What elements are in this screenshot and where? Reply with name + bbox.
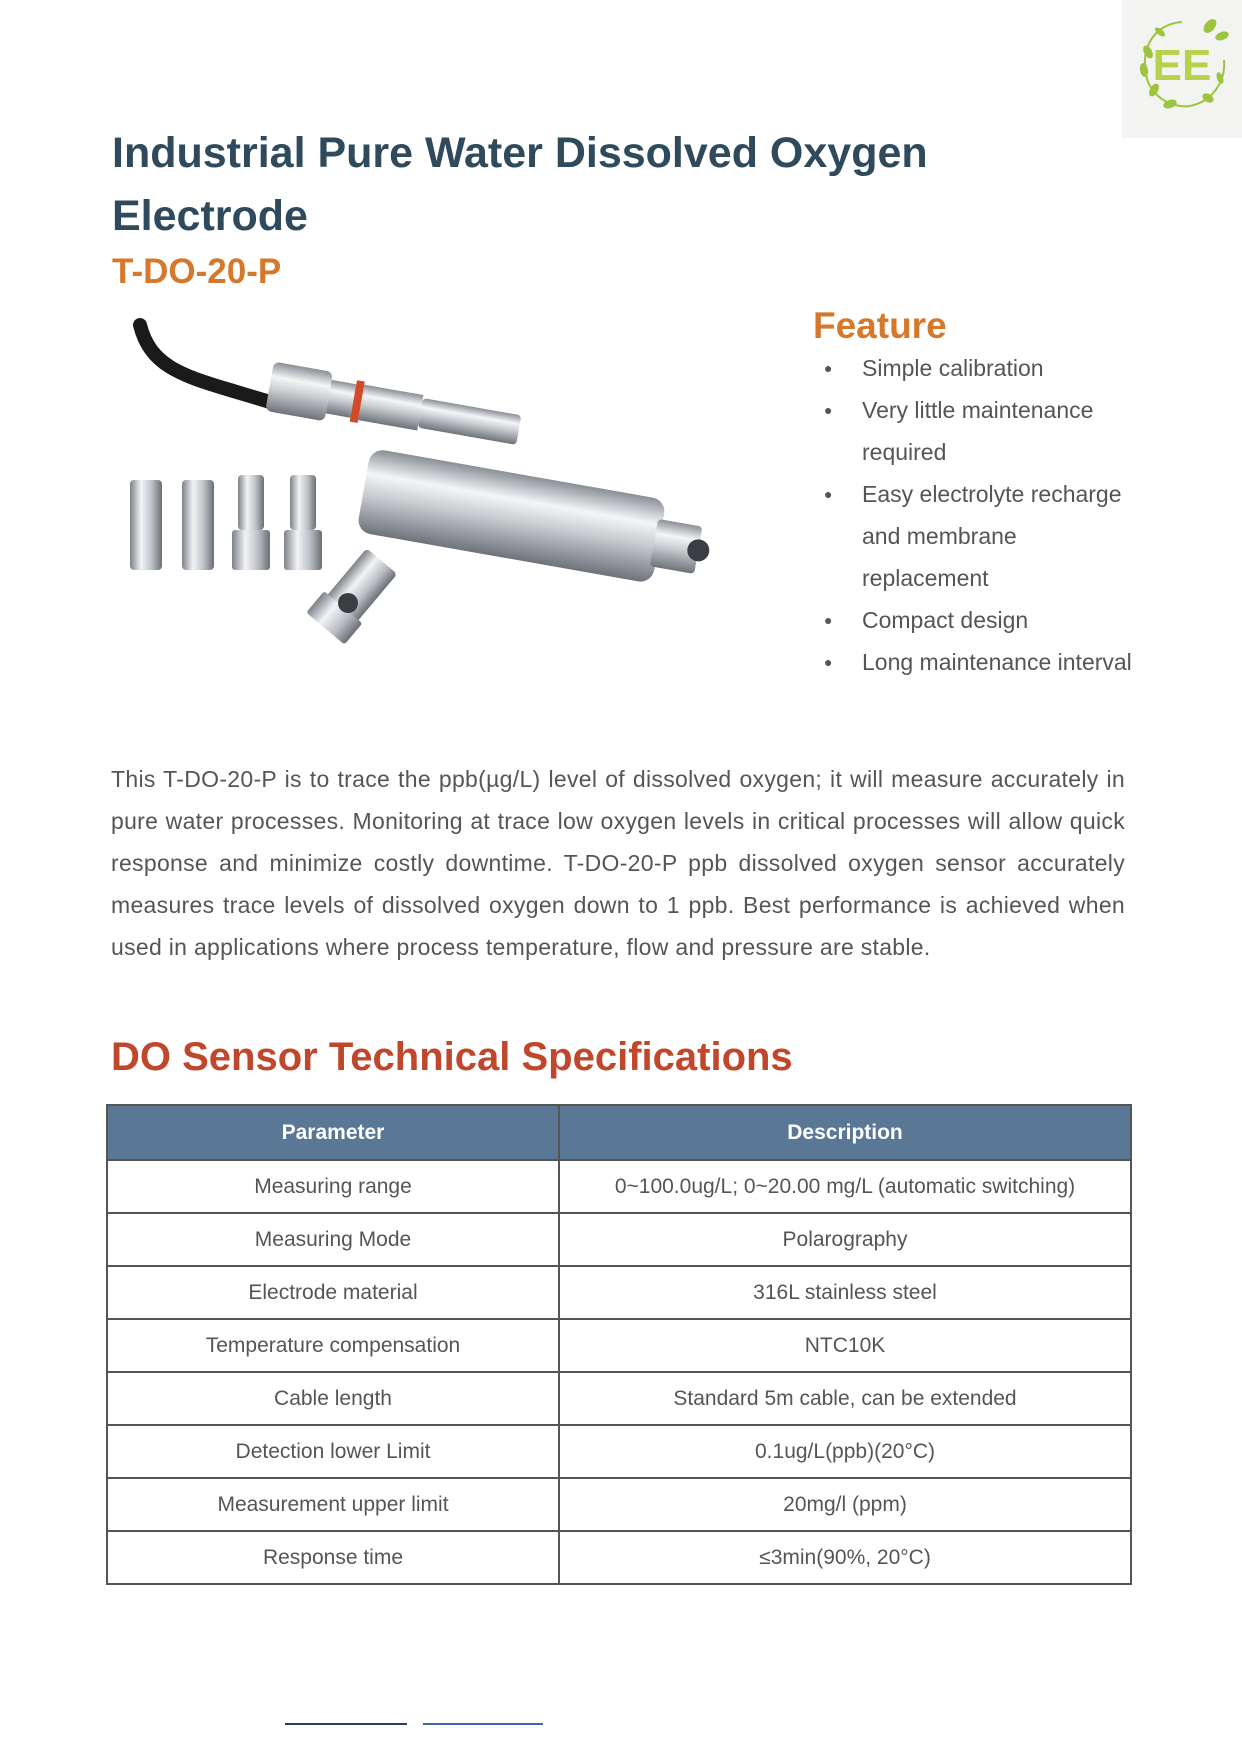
table-row [107, 1372, 1131, 1425]
footer-divider [285, 1723, 407, 1725]
list-item: ● Easy electrolyte recharge and membrane replacement [815, 473, 1135, 599]
bullet-icon: ● [824, 654, 833, 670]
table-row [107, 1160, 1131, 1213]
column-header: Description [559, 1105, 1131, 1160]
value-cell: 20mg/l (ppm) [559, 1478, 1131, 1531]
param-cell: Cable length [107, 1372, 559, 1425]
value-cell: NTC10K [559, 1319, 1131, 1372]
param-cell: Detection lower Limit [107, 1425, 559, 1478]
footer-divider [423, 1723, 543, 1725]
param-cell: Electrode material [107, 1266, 559, 1319]
value-cell: 316L stainless steel [559, 1266, 1131, 1319]
list-item: ● Compact design [815, 599, 1135, 641]
list-item: ● Very little maintenance required [815, 389, 1135, 473]
feature-list [815, 347, 1135, 683]
param-cell: Measurement upper limit [107, 1478, 559, 1531]
spec-heading: DO Sensor Technical Specifications [111, 1035, 793, 1079]
list-item: ● Simple calibration [815, 347, 1135, 389]
bullet-icon: ● [824, 402, 833, 418]
page-title: Industrial Pure Water Dissolved Oxygen Electrode [112, 129, 928, 240]
company-logo [1122, 0, 1242, 138]
table-row [107, 1478, 1131, 1531]
value-cell: Standard 5m cable, can be extended [559, 1372, 1131, 1425]
table-header-row [107, 1105, 1131, 1160]
param-cell: Measuring range [107, 1160, 559, 1213]
leaf-wreath-icon [1130, 12, 1234, 116]
table-row [107, 1531, 1131, 1584]
feature-heading: Feature [813, 305, 947, 346]
spec-table [106, 1104, 1132, 1585]
bullet-icon: ● [824, 612, 833, 628]
value-cell: 0~100.0ug/L; 0~20.00 mg/L (automatic switching) [559, 1160, 1131, 1213]
table-row [107, 1319, 1131, 1372]
value-cell: Polarography [559, 1213, 1131, 1266]
value-cell: 0.1ug/L(ppb)(20°C) [559, 1425, 1131, 1478]
table-row [107, 1266, 1131, 1319]
svg-text:EE: EE [1152, 41, 1212, 90]
param-cell: Measuring Mode [107, 1213, 559, 1266]
product-photo [120, 305, 810, 705]
param-cell: Temperature compensation [107, 1319, 559, 1372]
model-number: T-DO-20-P [112, 252, 282, 291]
bullet-icon: ● [824, 486, 833, 502]
value-cell: ≤3min(90%, 20°C) [559, 1531, 1131, 1584]
product-description: This T-DO-20-P is to trace the ppb(µg/L) level of dissolved oxygen; it will measure accurately in pure water processes. Monitoring at trace low oxygen levels in critical processes will allow quick response and minimize costly downtime. T-DO-20-P ppb dissolved oxygen sensor accurately measures trace levels of dissolved oxygen down to 1 ppb. Best performance is achieved when used in applications where process temperature, flow and pressure are stable. [111, 766, 1125, 960]
bullet-icon: ● [824, 360, 833, 376]
column-header: Parameter [107, 1105, 559, 1160]
table-row [107, 1425, 1131, 1478]
list-item: ● Long maintenance interval [815, 641, 1135, 683]
table-row [107, 1213, 1131, 1266]
param-cell: Response time [107, 1531, 559, 1584]
